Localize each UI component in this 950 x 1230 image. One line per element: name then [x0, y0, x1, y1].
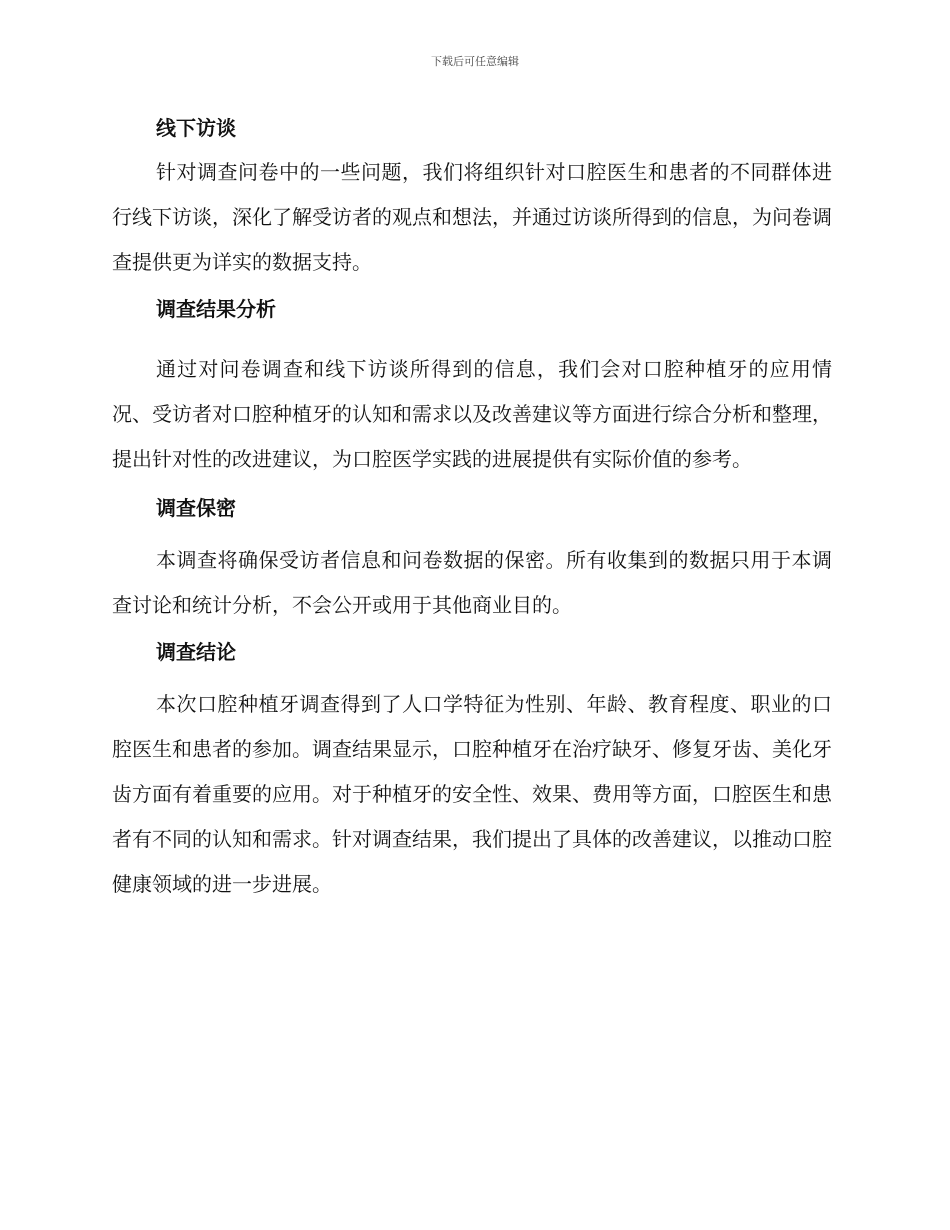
section-result-analysis: [112, 293, 832, 482]
section-heading: 调查结论: [156, 640, 236, 664]
section-heading: 调查保密: [156, 496, 236, 520]
section-paragraph: 针对调查问卷中的一些问题，我们将组织针对口腔医生和患者的不同群体进行线下访谈，深化了解受访者的观点和想法，并通过访谈所得到的信息，为问卷调查提供更为详实的数据支持。: [112, 160, 832, 274]
section-paragraph: 通过对问卷调查和线下访谈所得到的信息，我们会对口腔种植牙的应用情况、受访者对口腔种植牙的认知和需求以及改善建议等方面进行综合分析和整理，提出针对性的改进建议，为口腔医学实践的进展提供有实际价值的参考。: [112, 357, 832, 471]
section-offline-interview: [112, 112, 832, 285]
page-header-note: 下载后可任意编辑: [431, 55, 519, 68]
section-conclusion: [112, 636, 832, 907]
section-paragraph: 本调查将确保受访者信息和问卷数据的保密。所有收集到的数据只用于本调查讨论和统计分析，不会公开或用于其他商业目的。: [112, 548, 832, 617]
document-body: [112, 112, 832, 907]
section-confidentiality: [112, 492, 832, 628]
section-heading: 线下访谈: [156, 116, 236, 140]
section-heading: 调查结果分析: [156, 297, 276, 321]
section-paragraph: 本次口腔种植牙调查得到了人口学特征为性别、年龄、教育程度、职业的口腔医生和患者的参加。调查结果显示，口腔种植牙在治疗缺牙、修复牙齿、美化牙齿方面有着重要的应用。对于种植牙的安全性、效果、费用等方面，口腔医生和患者有不同的认知和需求。针对调查结果，我们提出了具体的改善建议，以推动口腔健康领域的进一步进展。: [112, 692, 832, 896]
